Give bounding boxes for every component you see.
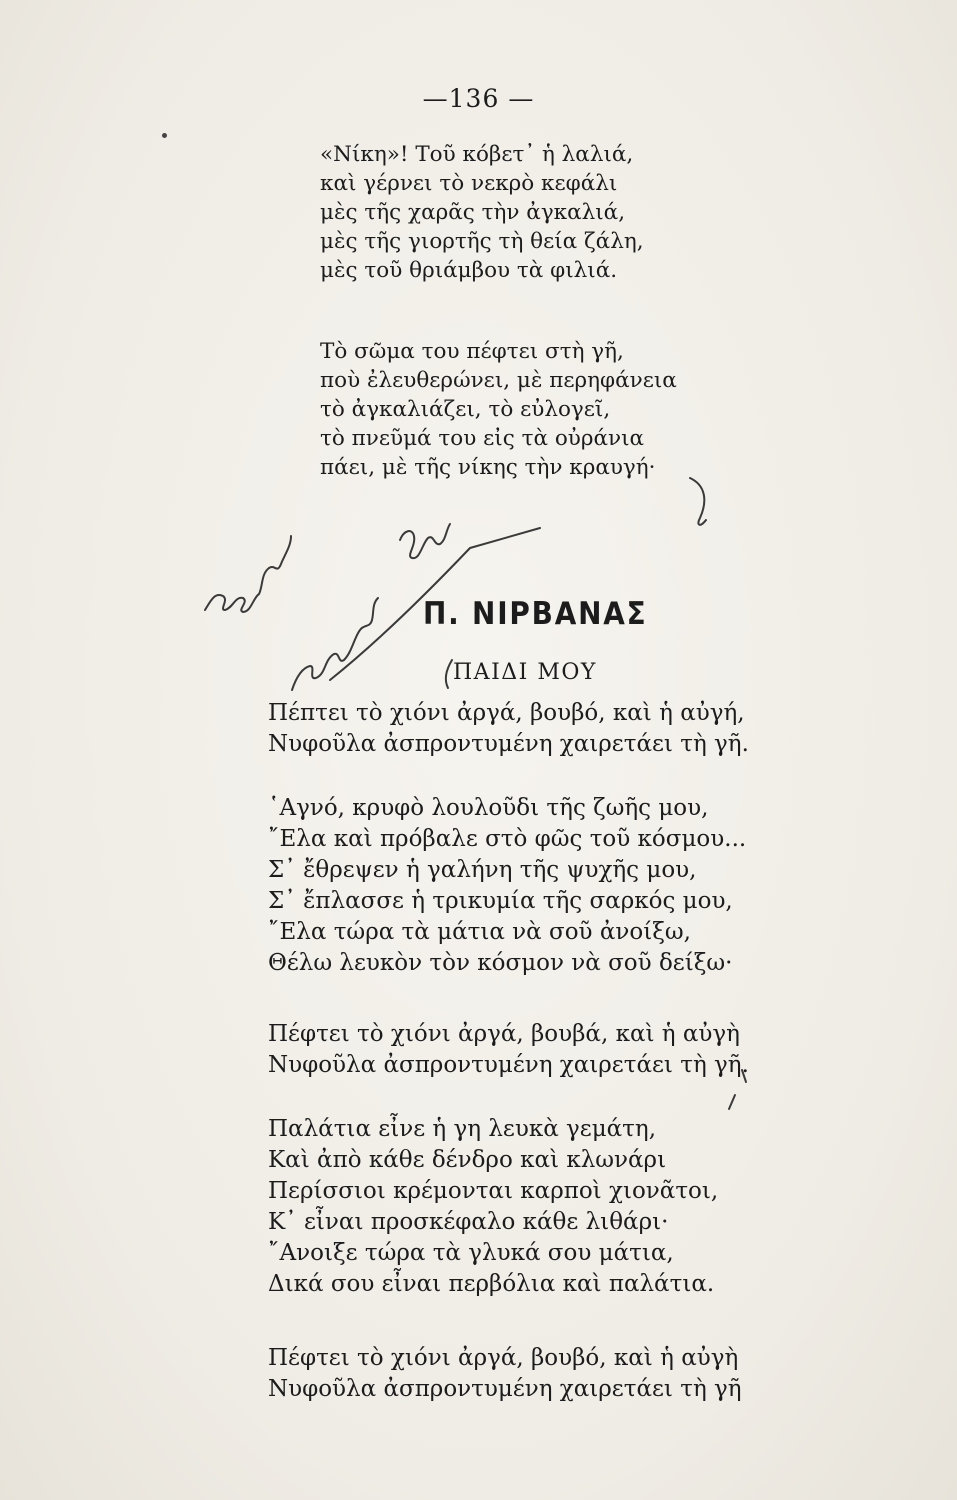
- stanza-4: [268, 793, 746, 979]
- verse-line: Νυφοῦλα ἀσπροντυμένη χαιρετάει τὴ γῆ.: [268, 1052, 749, 1078]
- verse-line: Πέφτει τὸ χιόνι ἀργά, βουβό, καὶ ἡ αὐγὴ: [268, 1345, 739, 1371]
- handwritten-scribble: [292, 598, 378, 690]
- stanza-3: [268, 698, 749, 760]
- verse-line: μὲς τοῦ θριάμβου τὰ φιλιά.: [320, 258, 618, 283]
- verse-line: ποὺ ἐλευθερώνει, μὲ περηφάνεια: [320, 368, 677, 393]
- verse-line: Πέφτει τὸ χιόνι ἀργά, βουβά, καὶ ἡ αὐγὴ: [268, 1021, 740, 1047]
- verse-line: καὶ γέρνει τὸ νεκρὸ κεφάλι: [320, 171, 618, 196]
- poet-name: Π. ΝΙΡΒΑΝΑΣ: [423, 596, 648, 632]
- verse-line: Σ᾽ ἔθρεψεν ἡ γαλήνη τῆς ψυχῆς μου,: [268, 857, 697, 883]
- stanza-1: [320, 140, 644, 285]
- verse-line: Παλάτια εἶνε ἡ γη λευκὰ γεμάτη,: [268, 1116, 657, 1142]
- verse-line: Περίσσιοι κρέμονται καρποὶ χιονᾶτοι,: [268, 1178, 719, 1204]
- bracket-mark: [690, 478, 706, 525]
- verse-line: τὸ πνεῦμά του εἰς τὰ οὐράνια: [320, 426, 645, 451]
- handwritten-scribble: [400, 524, 450, 558]
- page-number: —136 —: [422, 84, 535, 113]
- verse-line: Καὶ ἀπὸ κάθε δένδρο καὶ κλωνάρι: [268, 1147, 667, 1173]
- verse-line: ῎Ελα καὶ πρόβαλε στὸ φῶς τοῦ κόσμου...: [268, 826, 747, 852]
- verse-line: Πέπτει τὸ χιόνι ἀργά, βουβό, καὶ ἡ αὐγή,: [268, 700, 745, 726]
- verse-line: ῎Ελα τώρα τὰ μάτια νὰ σοῦ ἀνοίξω,: [268, 919, 691, 945]
- stanza-7: [268, 1343, 742, 1405]
- verse-line: Νυφοῦλα ἀσπροντυμένη χαιρετάει τὴ γῆ: [268, 1376, 742, 1402]
- verse-line: πάει, μὲ τῆς νίκης τὴν κραυγή·: [320, 455, 656, 480]
- verse-line: Σ᾽ ἔπλασσε ἡ τρικυμία τῆς σαρκός μου,: [268, 888, 733, 914]
- stanza-5: [268, 1019, 749, 1081]
- verse-line: Θέλω λευκὸν τὸν κόσμον νὰ σοῦ δείξω·: [268, 950, 733, 976]
- verse-line: Νυφοῦλα ἀσπροντυμένη χαιρετάει τὴ γῆ.: [268, 731, 749, 757]
- handwritten-scribble: [205, 536, 291, 612]
- verse-line: μὲς τῆς γιορτῆς τὴ θεία ζάλη,: [320, 229, 644, 254]
- stanza-6: [268, 1114, 718, 1300]
- verse-line: Κ᾽ εἶναι προσκέφαλο κάθε λιθάρι·: [268, 1209, 669, 1235]
- verse-line: ῎Ανοιξε τώρα τὰ γλυκά σου μάτια,: [268, 1240, 674, 1266]
- verse-line: Δικά σου εἶναι περβόλια καὶ παλάτια.: [268, 1271, 715, 1297]
- verse-line: ῾Αγνό, κρυφὸ λουλοῦδι τῆς ζωῆς μου,: [268, 795, 709, 821]
- verse-line: Τὸ σῶμα του πέφτει στὴ γῆ,: [320, 339, 624, 364]
- verse-line: τὸ ἀγκαλιάζει, τὸ εὐλογεῖ,: [320, 397, 611, 422]
- verse-line: μὲς τῆς χαρᾶς τὴν ἀγκαλιά,: [320, 200, 626, 225]
- verse-line: «Νίκη»! Τοῦ κόβετ᾽ ἡ λαλιά,: [320, 142, 634, 167]
- poem-title: ΠΑΙΔΙ ΜΟΥ: [453, 660, 597, 685]
- pen-mark: [446, 660, 452, 688]
- stanza-2: [320, 337, 677, 482]
- ink-dot: [162, 133, 167, 138]
